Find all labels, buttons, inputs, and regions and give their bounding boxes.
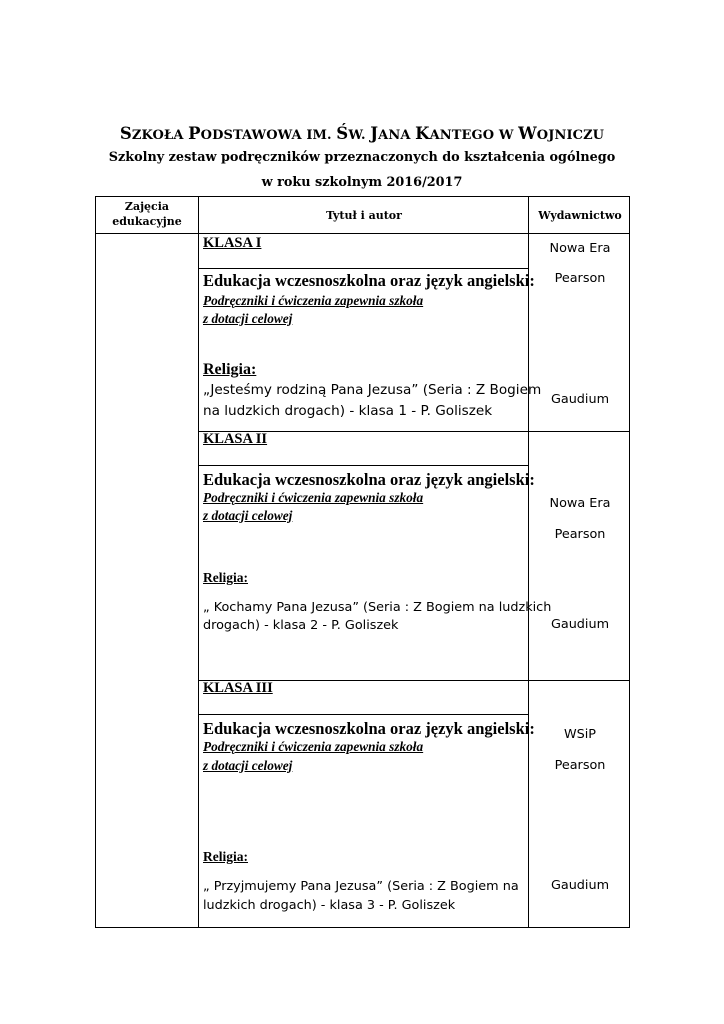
klasa-3-religia: Religia: [203, 849, 248, 864]
klasa-1-publisher-2: Pearson [554, 271, 606, 286]
klasa-2-pod-line1: Podręczniki i ćwiczenia zapewnia szkoła [203, 490, 424, 505]
klasa-2-pod-line2: z dotacji celowej [203, 508, 293, 523]
school-title-part: K [415, 124, 430, 143]
school-title-part: S [119, 124, 132, 143]
klasa-2-publisher-3: Gaudium [550, 617, 610, 632]
klasa-1-religia: Religia: [203, 361, 257, 378]
school-title-part: J [370, 124, 379, 143]
school-title-part: OJNICZU [536, 128, 605, 143]
klasa-3-pod-line1: Podręczniki i ćwiczenia zapewnia szkoła [203, 739, 424, 754]
klasa-1-heading: KLASA I [203, 235, 262, 251]
klasa-1-publisher-3: Gaudium [550, 392, 610, 407]
klasa-1-book-line2: na ludzkich drogach) - klasa 1 - P. Goliszek [203, 403, 493, 419]
header-zajecia [96, 199, 198, 229]
klasa-3-publisher-2: Pearson [554, 758, 606, 773]
klasa-2-book-line1: „ Kochamy Pana Jezusa” (Seria : Z Bogiem na ludzkich [203, 600, 552, 615]
subtitle-line-1: Szkolny zestaw podręczników przeznaczonych do kształcenia ogólnego [108, 150, 616, 165]
klasa-3-edu: Edukacja wczesnoszkolna oraz język angielski: [203, 719, 535, 738]
klasa-2-religia: Religia: [203, 570, 248, 585]
school-title-part: W. [348, 128, 371, 143]
header-divider [96, 233, 629, 234]
school-title-part: ZKOŁA [131, 128, 189, 143]
header-tytul: Tytuł i autor [326, 209, 402, 222]
school-title-part: ANA [378, 128, 416, 143]
klasa-2-edu: Edukacja wczesnoszkolna oraz język angielski: [203, 470, 535, 489]
klasa-2-book-line2: drogach) - klasa 2 - P. Goliszek [203, 618, 399, 633]
school-title-part: ODSTAWOWA IM. [200, 128, 337, 143]
header-wydawnictwo: Wydawnictwo [538, 209, 622, 222]
header-zajecia-line1: Zajęcia [124, 200, 170, 213]
klasa-1-pod-line2: z dotacji celowej [203, 311, 293, 326]
klasa-1-edu: Edukacja wczesnoszkolna oraz język angielski: [203, 271, 535, 290]
school-title-part: Ś [336, 124, 349, 143]
klasa-3-publisher-3: Gaudium [550, 878, 610, 893]
klasa-3-book-line2: ludzkich drogach) - klasa 3 - P. Goliszek [203, 898, 456, 913]
klasa-1-book-line1: „Jesteśmy rodziną Pana Jezusa” (Seria : Z Bogiem [203, 382, 542, 398]
row-divider [198, 714, 529, 715]
klasa-1-publisher-1: Nowa Era [549, 241, 611, 256]
row-divider [198, 268, 529, 269]
klasa-3-pod-line2: z dotacji celowej [203, 758, 293, 773]
klasa-3-publisher-1: WSiP [563, 727, 597, 742]
klasa-2-publisher-2: Pearson [554, 527, 606, 542]
klasa-1-pod-line1: Podręczniki i ćwiczenia zapewnia szkoła [203, 293, 424, 308]
klasa-3-book-line1: „ Przyjmujemy Pana Jezusa” (Seria : Z Bogiem na [203, 879, 519, 894]
klasa-3-heading: KLASA III [203, 680, 273, 696]
header-zajecia-line2: edukacyjne [112, 215, 182, 228]
school-title-part: P [188, 124, 201, 143]
column-divider [198, 197, 199, 927]
klasa-2-heading: KLASA II [203, 431, 268, 447]
school-title-part: ANTEGO W [429, 128, 519, 143]
column-divider [528, 197, 529, 927]
school-title [0, 124, 724, 143]
row-divider [198, 465, 529, 466]
subtitle-line-2: w roku szkolnym 2016/2017 [261, 175, 463, 190]
school-title-part: W [518, 124, 537, 143]
klasa-2-publisher-1: Nowa Era [549, 496, 611, 511]
